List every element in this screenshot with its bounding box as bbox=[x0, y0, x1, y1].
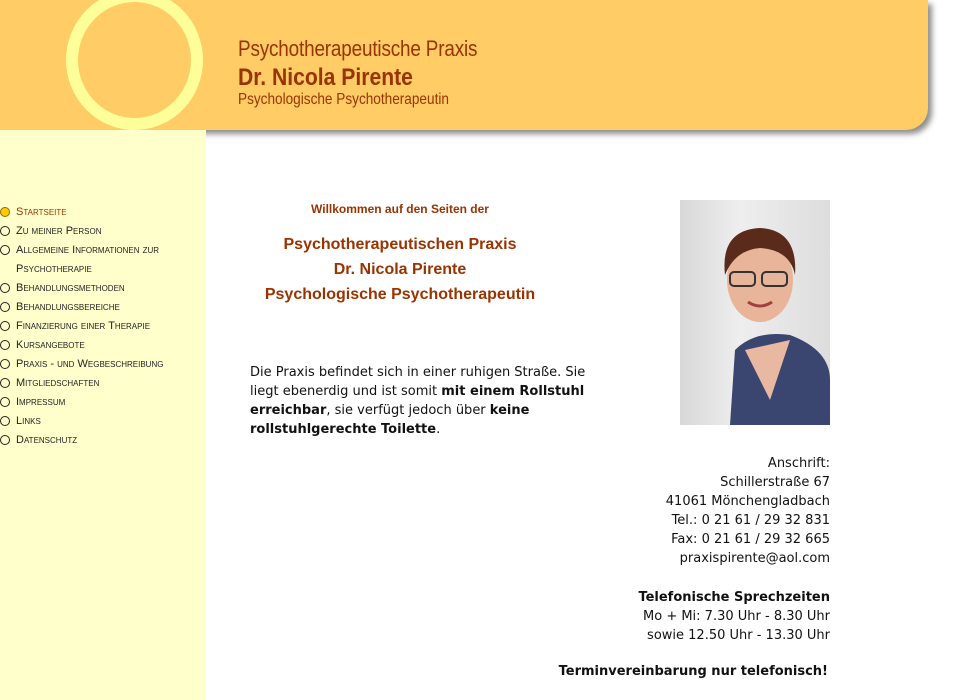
nav-item-mitgliedschaften[interactable] bbox=[0, 374, 196, 393]
nav-label: Finanzierung einer Therapie bbox=[16, 320, 151, 332]
bullet-icon bbox=[0, 226, 10, 236]
appointment-note: Terminvereinbarung nur telefonisch! bbox=[558, 664, 828, 679]
nav-item-datenschutz[interactable] bbox=[0, 431, 196, 450]
title-line: Psychotherapeutischen Praxis bbox=[283, 236, 517, 253]
bullet-icon bbox=[0, 416, 10, 426]
header-doctor-name: Dr. Nicola Pirente bbox=[238, 64, 413, 91]
nav-label: Behandlungsbereiche bbox=[16, 301, 120, 313]
address-label: Anschrift: bbox=[767, 456, 830, 471]
fax: Fax: 0 21 61 / 29 32 665 bbox=[671, 532, 830, 547]
nav-label: Zu meiner Person bbox=[16, 225, 102, 237]
contact-address bbox=[666, 454, 830, 568]
bullet-icon bbox=[0, 321, 10, 331]
site-header bbox=[0, 0, 928, 130]
intro-bold: mit einem Rollstuhl erreichbar bbox=[250, 384, 585, 418]
bullet-icon bbox=[0, 435, 10, 445]
nav-item-links[interactable] bbox=[0, 412, 196, 431]
nav-label: Startseite bbox=[16, 206, 67, 218]
nav-item-impressum[interactable] bbox=[0, 393, 196, 412]
hours-line: Mo + Mi: 7.30 Uhr - 8.30 Uhr bbox=[643, 609, 830, 624]
portrait-photo bbox=[680, 200, 830, 425]
nav-label: Allgemeine Informationen zur Psychotherapie bbox=[16, 244, 160, 275]
hours-title: Telefonische Sprechzeiten bbox=[638, 590, 830, 605]
nav-item-finanzierung[interactable] bbox=[0, 317, 196, 336]
header-profession: Psychologische Psychotherapeutin bbox=[238, 91, 449, 108]
header-practice-name: Psychotherapeutische Praxis bbox=[238, 36, 478, 61]
title-line: Psychologische Psychotherapeutin bbox=[264, 286, 536, 303]
bullet-icon bbox=[0, 302, 10, 312]
intro-paragraph bbox=[250, 363, 595, 439]
welcome-text: Willkommen auf den Seiten der bbox=[311, 202, 489, 216]
nav-item-praxis[interactable] bbox=[0, 355, 196, 374]
nav-item-startseite[interactable] bbox=[0, 203, 196, 222]
main-nav bbox=[0, 203, 196, 450]
nav-label: Links bbox=[16, 415, 41, 427]
bullet-icon bbox=[0, 359, 10, 369]
nav-item-kurse[interactable] bbox=[0, 336, 196, 355]
nav-item-methoden[interactable] bbox=[0, 279, 196, 298]
logo-ring bbox=[66, 0, 203, 130]
bullet-icon bbox=[0, 207, 10, 217]
hours-line: sowie 12.50 Uhr - 13.30 Uhr bbox=[647, 628, 830, 643]
phone: Tel.: 0 21 61 / 29 32 831 bbox=[671, 513, 830, 528]
intro-bold: keine rollstuhlgerechte Toilette bbox=[250, 403, 530, 437]
nav-label: Impressum bbox=[16, 396, 66, 408]
intro-text: Die Praxis befindet sich in einer ruhigen Straße. Sie liegt ebenerdig und ist somit bbox=[250, 365, 586, 399]
welcome-title bbox=[250, 232, 550, 307]
bullet-icon bbox=[0, 283, 10, 293]
nav-label: Behandlungsmethoden bbox=[16, 282, 125, 294]
bullet-icon bbox=[0, 245, 10, 255]
address-city: 41061 Mönchengladbach bbox=[665, 494, 830, 509]
nav-label: Praxis - und Wegbeschreibung bbox=[16, 358, 164, 370]
phone-hours bbox=[638, 588, 830, 645]
bullet-icon bbox=[0, 378, 10, 388]
nav-label: Kursangebote bbox=[16, 339, 85, 351]
bullet-icon bbox=[0, 397, 10, 407]
intro-text: . bbox=[436, 422, 441, 437]
address-street: Schillerstraße 67 bbox=[720, 475, 830, 490]
title-line: Dr. Nicola Pirente bbox=[333, 261, 467, 278]
sidebar bbox=[0, 130, 206, 700]
nav-label: Datenschutz bbox=[16, 434, 78, 446]
bullet-icon bbox=[0, 340, 10, 350]
nav-item-bereiche[interactable] bbox=[0, 298, 196, 317]
email-link[interactable]: praxispirente@aol.com bbox=[679, 551, 830, 566]
nav-item-informationen[interactable] bbox=[0, 241, 196, 279]
nav-label: Mitgliedschaften bbox=[16, 377, 100, 389]
intro-text: , sie verfügt jedoch über bbox=[326, 403, 490, 418]
nav-item-person[interactable] bbox=[0, 222, 196, 241]
